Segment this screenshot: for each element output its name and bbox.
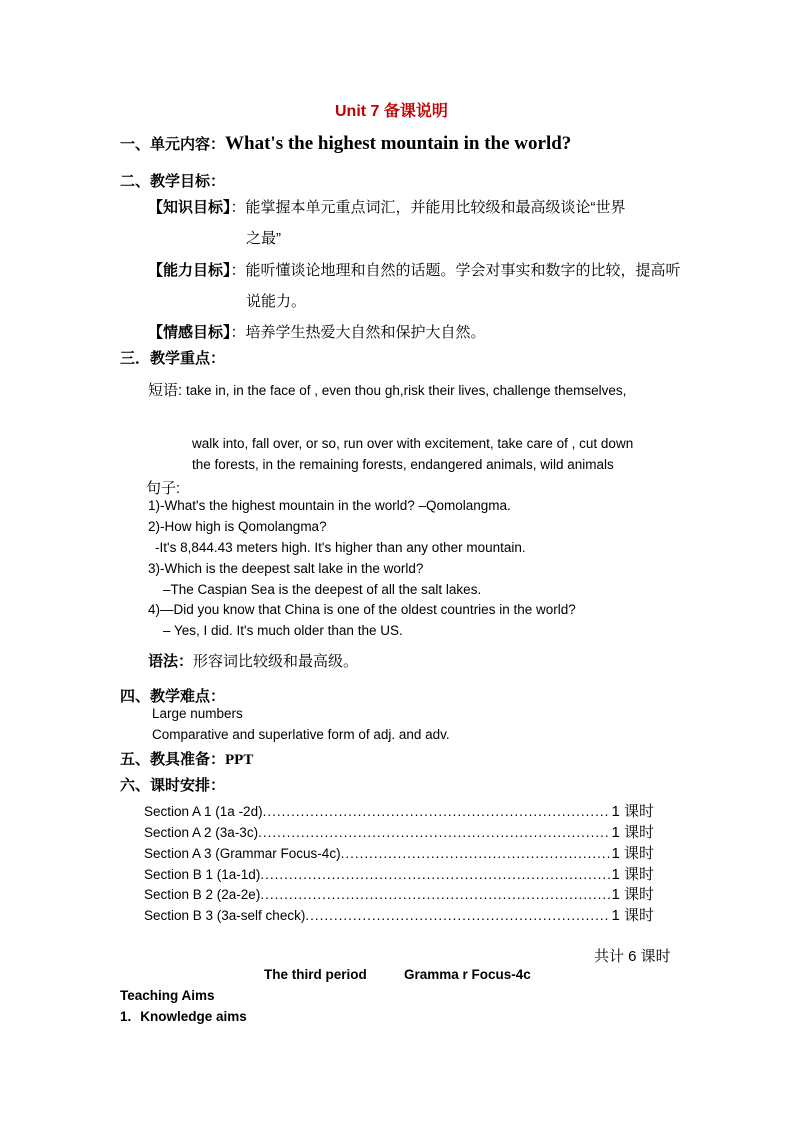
phrases-line-3: the forests, in the remaining forests, endangered animals, wild animals (192, 457, 614, 472)
section-key-points: 三．教学重点： (120, 350, 226, 367)
teaching-aims-heading: Teaching Aims (120, 988, 215, 1003)
knowledge-goal-cont: 之最” (246, 230, 281, 247)
section-schedule: 六、课时安排： (120, 777, 226, 794)
sentence-line: 2)-How high is Qomolangma? (148, 519, 327, 534)
schedule-row: Section A 2 (3a-3c) ..... 1 课时 (144, 821, 654, 842)
grammar-text: 形容词比较级和最高级。 (193, 653, 359, 670)
sentence-line: 1)-What's the highest mountain in the world? –Qomolangma. (148, 498, 511, 513)
schedule-row: Section A 3 (Grammar Focus-4c) ..... 1 课时 (144, 842, 654, 863)
unit-question: What's the highest mountain in the world? (225, 133, 572, 154)
emotion-goal: 【情感目标】：培养学生热爱大自然和保护大自然。 (148, 324, 486, 341)
goal-text: 能掌握本单元重点词汇，并能用比较级和最高级谈论“世界 (245, 199, 626, 216)
total-lessons: 共计 6 课时 (594, 948, 671, 965)
period-name: The third period (264, 967, 367, 982)
goal-text: 能听懂谈论地理和自然的话题。学会对事实和数字的比较，提高听 (245, 262, 681, 279)
schedule-row: Section B 1 (1a-1d) ..... 1 课时 (144, 863, 654, 884)
goal-label: 【能力目标】 (148, 262, 231, 279)
document-title: Unit 7 备课说明 (335, 103, 448, 120)
schedule-row: Section B 3 (3a-self check) ..... 1 课时 (144, 904, 654, 925)
goal-text: 培养学生热爱大自然和保护大自然。 (245, 324, 486, 341)
grammar-line (148, 650, 358, 671)
period-topic: Gramma r Focus-4c (404, 967, 531, 982)
section-teaching-tools: 五、教具准备：PPT (120, 751, 254, 768)
section-label: 一、单元内容： (120, 136, 226, 153)
schedule-row: Section B 2 (2a-2e) ..... 1 课时 (144, 883, 654, 904)
tools-value: PPT (225, 752, 254, 768)
sentence-line: – Yes, I did. It's much older than the US. (163, 623, 403, 638)
section-difficulties: 四、教学难点： (120, 688, 226, 705)
grammar-label: 语法： (148, 653, 194, 670)
sentence-line: 3)-Which is the deepest salt lake in the world? (148, 561, 424, 576)
sentence-line: –The Caspian Sea is the deepest of all the salt lakes. (163, 582, 482, 597)
difficulty-item: Comparative and superlative form of adj. and adv. (152, 727, 450, 742)
sentence-line: -It's 8,844.43 meters high. It's higher than any other mountain. (155, 540, 526, 555)
phrases-label: 短语: (148, 382, 183, 399)
phrases-line: 短语: take in, in the face of , even thou gh,risk their lives, challenge themselves, (148, 382, 627, 399)
phrases-line-2: walk into, fall over, or so, run over with excitement, take care of , cut down (192, 436, 634, 451)
goal-label: 【情感目标】 (148, 324, 231, 341)
sentence-line: 4)—Did you know that China is one of the oldest countries in the world? (148, 602, 576, 617)
goal-label: 【知识目标】 (148, 199, 231, 216)
ability-goal: 【能力目标】：能听懂谈论地理和自然的话题。学会对事实和数字的比较，提高听 (148, 262, 681, 279)
knowledge-aims-heading: 1. Knowledge aims (120, 1009, 247, 1024)
knowledge-goal: 【知识目标】：能掌握本单元重点词汇，并能用比较级和最高级谈论“世界 (148, 199, 626, 216)
ability-goal-cont: 说能力。 (246, 293, 307, 310)
sentences-label: 句子: (146, 480, 181, 497)
difficulty-item: Large numbers (152, 706, 243, 721)
schedule-row: Section A 1 (1a -2d) ..... 1 课时 (144, 800, 654, 821)
section-teaching-goals: 二、教学目标： (120, 173, 226, 190)
section-unit-content (120, 133, 571, 155)
